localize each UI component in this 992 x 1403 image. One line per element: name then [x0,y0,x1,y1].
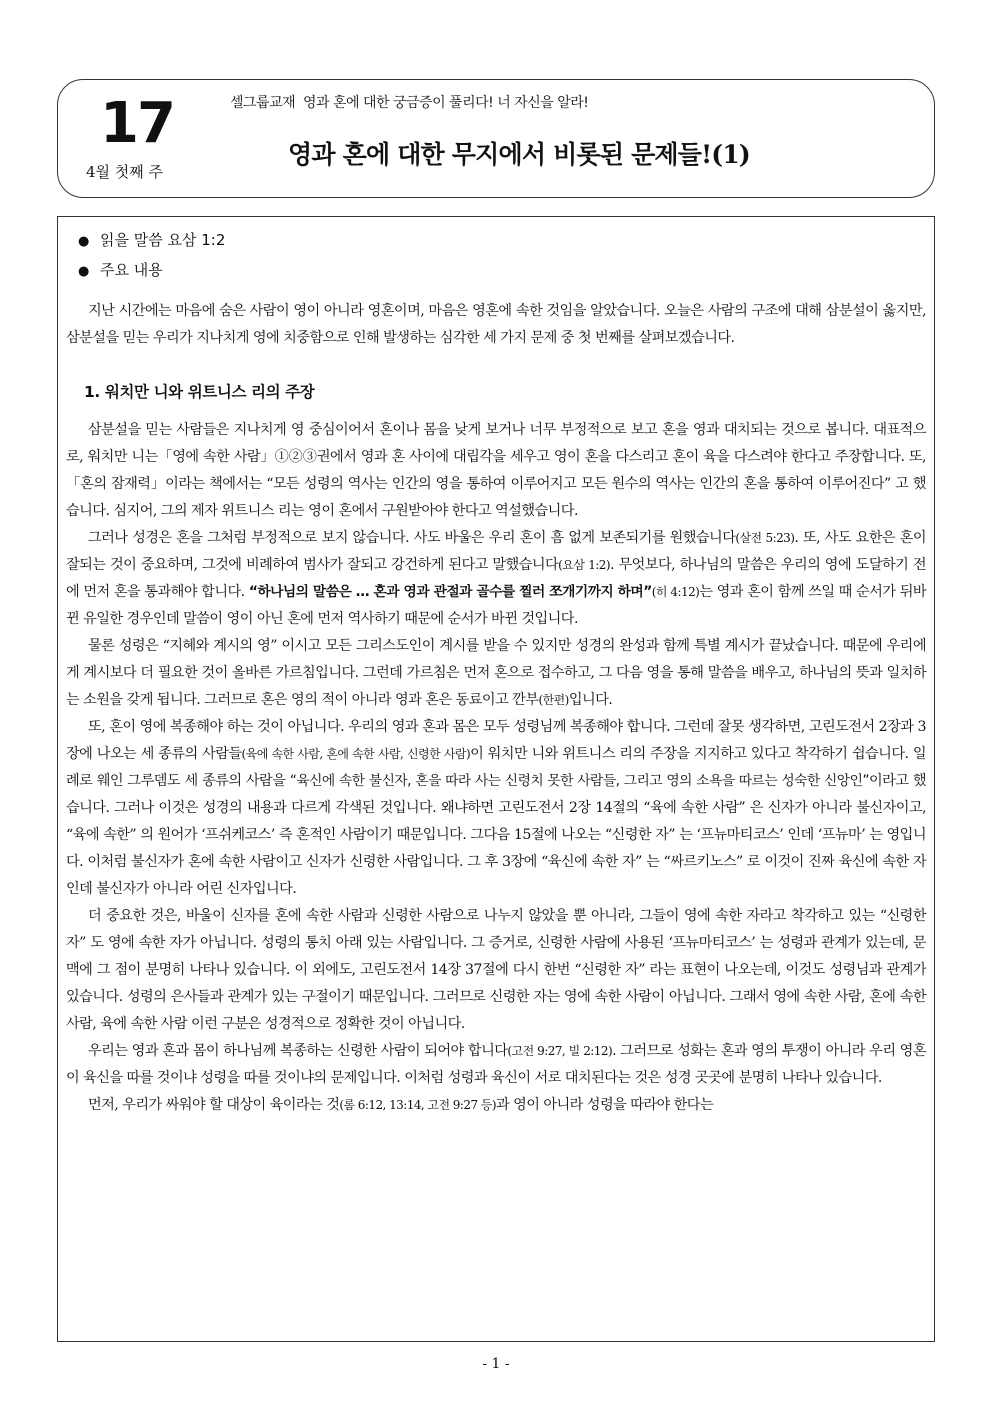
paragraph-2 [66,525,926,633]
inline-note: (한편) [538,693,569,707]
text-span: . 또, 사도 요한은 혼이 잘되는 것이 중요하며, 그것에 비례하여 범사가 잘되고 강건하게 된다고 말했습니다 [66,530,926,573]
paragraph-5: 더 중요한 것은, 바울이 신자를 혼에 속한 사람과 신령한 사람으로 나누지 않았을 뿐 아니라, 그들이 영에 속한 자라고 착각하고 있는 “신령한 자” 도 영에 속한 자가 아닙니다. 성령의 통치 아래 있는 사람입니다. 그 증거로, 신령한 사람에 사용된 ‘프뉴마티코스’ 는 성령과 관계가 있는데, 문맥에 그 점이 분명히 나타나 있습니다. 이 외에도, 고린도전서 14장 37절에 다시 한번 “신령한 자” 라는 표현이 나오는데, 이것도 성령님과 관계가 있습니다. 성령의 은사들과 관계가 있는 구절이기 때문입니다. 그러므로 신령한 자는 영에 속한 사람이 아닙니다. 그래서 영에 속한 사람, 혼에 속한 사람, 육에 속한 사람 이런 구분은 성경적으로 정확한 것이 아닙니다. [66,908,926,1032]
body-text [66,298,926,1119]
paragraph-4 [66,714,926,903]
text-span: 그러나 성경은 혼을 그처럼 부정적으로 보지 않습니다. 사도 바울은 우리 혼이 흠 없게 보존되기를 원했습니다 [88,530,736,546]
text-span: 입니다. [568,692,613,708]
inline-note: (육에 속한 사람, 혼에 속한 사람, 신령한 사람) [241,747,471,761]
bullet-label: 주요 내용 [100,261,163,279]
paragraph-6 [66,1038,926,1092]
intro-paragraph: 지난 시간에는 마음에 숨은 사람이 영이 아니라 영혼이며, 마음은 영혼에 속한 것임을 알았습니다. 오늘은 사람의 구조에 대해 삼분설이 옳지만, 삼분설을 믿는 우리가 지나치게 영에 치중함으로 인해 발생하는 심각한 세 가지 문제 중 첫 번째를 살펴보겠습니다. [66,303,926,346]
scripture-ref: (롬 6:12, 13:14, 고전 9:27 등) [339,1098,496,1112]
paragraph-7 [66,1092,926,1119]
bullet-dot-icon: ● [78,264,90,279]
text-span: 먼저, 우리가 싸워야 할 대상이 육이라는 것 [88,1097,340,1113]
page-number: - 1 - [482,1356,510,1372]
bold-quote: “하나님의 말씀은 … 혼과 영과 관절과 골수를 찔러 쪼개기까지 하며” [248,584,652,600]
text-span: 이 워치만 니와 위트니스 리의 주장을 지지하고 있다고 착각하기 쉽습니다. 일례로 웨인 그루뎀도 세 종류의 사람을 [66,746,927,789]
text-span: 물론 성령은 “지혜와 계시의 영” 이시고 모든 그리스도인이 계시를 받을 수 있지만 성경의 완성과 함께 특별 계시가 끝났습니다. 때문에 우리에게 계시보다 더 필요한 것이 올바른 가르침입니다. 그런데 가르침은 먼저 혼으로 접수하고, 그 다음 영을 통해 말씀을 배우고, 하나님의 뜻과 일치하는 소원을 갖게 됩니다. 그러므로 혼은 영의 적이 아니라 영과 혼은 동료이고 깐부 [66,638,926,708]
scripture-ref: (살전 5:23) [735,531,795,545]
page-title: 영과 혼에 대한 무지에서 비롯된 문제들!(1) [288,140,750,169]
text-span: . 그러므로 성화는 혼과 영의 투쟁이 아니라 우리 영혼이 육신을 따를 것이냐 성령을 따를 것이냐의 문제입니다. 이처럼 성령과 육신이 서로 대치된다는 것은 성경 곳곳에 분명히 나타나 있습니다. [66,1043,926,1086]
text-span: 우리는 영과 혼과 몸이 하나님께 복종하는 신령한 사람이 되어야 합니다 [88,1043,508,1059]
quote-span: “육신에 속한 불신자, 혼을 따라 사는 신령치 못한 사람들, 그리고 영의 소욕을 따르는 성숙한 신앙인” [289,773,869,789]
bullet-item-reading [78,226,225,256]
lesson-number: 17 [100,91,174,156]
bullet-label: 읽을 말씀 요삼 1:2 [100,231,226,249]
section-heading: 1. 워치만 니와 위트니스 리의 주장 [84,383,315,401]
paragraph-1: 삼분설을 믿는 사람들은 지나치게 영 중심이어서 혼이나 몸을 낮게 보거나 너무 부정적으로 보고 혼을 영과 대치되는 것으로 봅니다. 대표적으로, 워치만 니는「영에 속한 사람」①②③권에서 영과 혼 사이에 대립각을 세우고 영이 혼을 다스리고 혼이 육을 다스려야 한다고 주장합니다. 또,「혼의 잠재력」이라는 책에서는 “모든 성령의 역사는 인간의 영을 통하여 이루어지고 모든 원수의 역사는 인간의 혼을 통하여 이루어진다” 고 했습니다. 심지어, 그의 제자 위트니스 리는 영이 혼에서 구원받아야 한다고 역설했습니다. [66,422,926,519]
lesson-week: 4월 첫째 주 [86,163,164,181]
text-span: . 무엇보다, 하나님의 말씀은 우리의 영에 도달하기 전에 먼저 혼을 통과해야 합니다. [66,557,926,600]
bullet-list [78,226,225,286]
paragraph-3 [66,633,926,714]
scripture-ref: (고전 9:27, 빌 2:12) [507,1044,613,1058]
bullet-item-main [78,256,225,286]
text-span: 과 영이 아니라 성령을 따라야 한다는 [495,1097,714,1113]
scripture-ref: (히 4:12) [651,585,700,599]
text-span: 또, 혼이 영에 복종해야 하는 것이 아닙니다. 우리의 영과 혼과 몸은 모두 성령님께 복종해야 합니다. 그런데 잘못 생각하면, 고린도전서 2장과 3장에 나오는 세 종류의 사람들 [66,719,926,762]
bullet-dot-icon: ● [78,234,90,249]
series-title: 셀그룹교재 영과 혼에 대한 궁금증이 풀리다! 너 자신을 알라! [230,95,589,111]
scripture-ref: (요삼 1:2) [558,558,610,572]
text-span: 이라고 했습니다. 그러나 이것은 성경의 내용과 다르게 각색된 것입니다. 왜냐하면 고린도전서 2장 14절의 “육에 속한 사람” 은 신자가 아니라 불신자이고, “육에 속한” 의 원어가 ‘프쉬케코스’ 즉 혼적인 사람이기 때문입니다. 그다음 15절에 나오는 “신령한 자” 는 ‘프뉴마티코스’ 인데 ‘프뉴마’ 는 영입니다. 이처럼 불신자가 혼에 속한 사람이고 신자가 신령한 사람입니다. 그 후 3장에 “육신에 속한 자” 는 “싸르키노스” 로 이것이 진짜 육신에 속한 자인데 불신자가 아니라 어린 신자입니다. [66,773,926,897]
text-span: 는 영과 혼이 함께 쓰일 때 순서가 뒤바뀐 유일한 경우인데 말씀이 영이 아닌 혼에 먼저 역사하기 때문에 순서가 바뀐 것입니다. [66,584,926,627]
